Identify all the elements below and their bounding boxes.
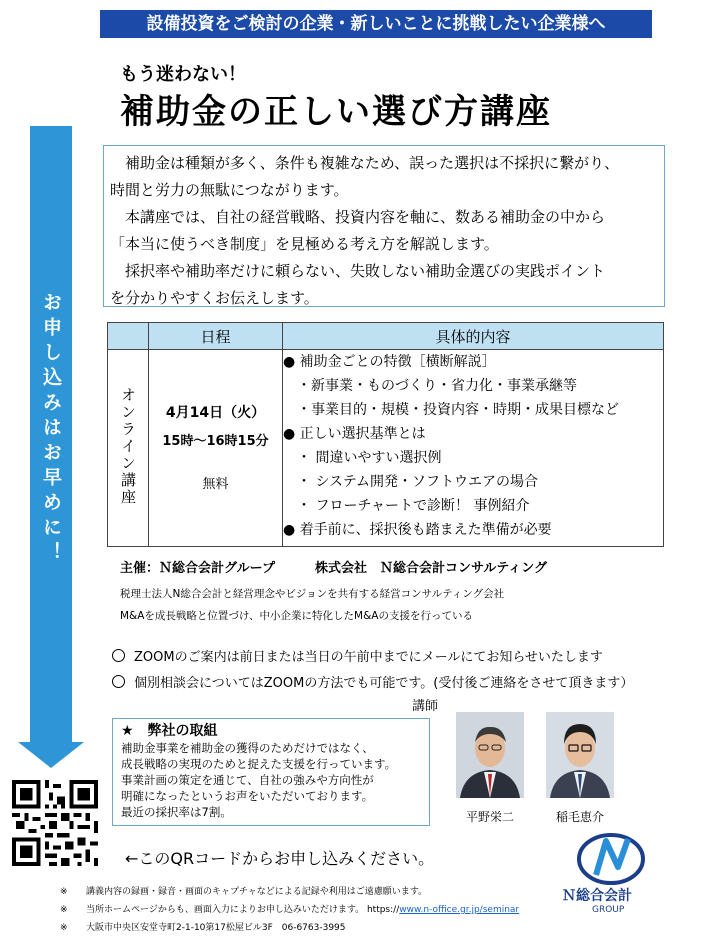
lecturer-name: 平野栄二 — [465, 810, 514, 824]
asterisk-icon: ※ — [60, 887, 68, 897]
category-cell — [108, 350, 149, 547]
intro-line: 補助金は種類が多く、条件も複雑なため、誤った選択は不採択に繋がり、 — [110, 154, 620, 172]
content-cell — [283, 350, 664, 547]
page-title: 補助金の正しい選び方講座 — [120, 92, 552, 132]
content-line: ・ システム開発・ソフトウエアの場合 — [283, 474, 539, 490]
content-line: ・新事業・ものづくり・省力化・事業承継等 — [283, 378, 577, 394]
intro-line: 本講座では、自社の経営戦略、投資内容を軸に、数ある補助金の中から — [110, 208, 606, 226]
organizer-label: 主催：Ｎ総合会計グループ — [120, 561, 275, 576]
n-logo-icon — [556, 829, 666, 885]
content-line: ・ 間違いやすい選択例 — [283, 450, 442, 466]
lecturer-photo — [546, 712, 614, 798]
content-line: ● 補助金ごとの特徴［横断解説］ — [283, 354, 496, 370]
header-date: 日程 — [149, 323, 283, 350]
intro-line: 「本当に使うべき制度」を見極める考え方を解説します。 — [110, 235, 499, 253]
intro-line: を分かりやすくお伝えします。 — [110, 289, 319, 307]
organizer-company: 株式会社 Ｎ総合会計コンサルティング — [314, 561, 548, 576]
asterisk-icon: ※ — [60, 905, 68, 915]
content-line: ・ フローチャートで診断！ 事例紹介 — [283, 498, 530, 514]
organizer-line — [120, 557, 587, 576]
schedule-table — [107, 322, 664, 547]
qr-code[interactable] — [12, 780, 98, 866]
table-row — [108, 350, 664, 547]
organizer-desc: 税理士法人N総合会計と経営理念やビジョンを共有する経営コンサルティング会社 — [120, 588, 505, 600]
notice-consultation — [112, 672, 633, 691]
efforts-line: 補助金事業を補助金の獲得のためだけではなく、 — [121, 741, 374, 755]
efforts-line: 明確になったというお声をいただいております。 — [121, 789, 374, 803]
footnote — [60, 884, 427, 897]
logo-subtext: GROUP — [592, 905, 625, 915]
arrow-head-icon — [18, 742, 84, 768]
organizer-desc: M&Aを成長戦略と位置づけ、中小企業に特化したM&Aの支援を行っている — [120, 610, 473, 621]
efforts-heading: ★ 弊社の取組 — [121, 723, 218, 739]
efforts-line: 事業計画の策定を通じて、自社の強みや方向性が — [121, 773, 374, 787]
footnote-address: 大阪市中央区安堂寺町2-1-10第17松屋ビル3F 06-6763-3995 — [86, 923, 346, 933]
notice-text: 個別相談会についてはZOOMの方法でも可能です。(受付後ご連絡をさせて頂きます） — [134, 676, 634, 691]
notice-zoom — [112, 646, 603, 665]
seminar-link[interactable]: www.n-office.gr.jp/seminar — [399, 905, 520, 915]
event-time: 15時～16時15分 — [162, 434, 269, 449]
apply-early-text: お申し込みはお早めに！ — [40, 292, 62, 567]
header-content: 具体的内容 — [283, 323, 664, 350]
circle-bullet-icon — [112, 675, 125, 688]
lecturer-name: 稲毛恵介 — [555, 810, 604, 824]
logo-text: Ｎ総合会計 — [562, 888, 632, 904]
event-date: 4月14日（火） — [165, 405, 266, 421]
qr-instruction: ←このQRコードからお申し込みください。 — [125, 849, 435, 868]
intro-line: 時間と労力の無駄につながります。 — [110, 181, 349, 199]
table-header-row — [108, 323, 664, 350]
intro-box — [103, 145, 665, 307]
footnote-text: 講義内容の録画・録音・画面のキャプチャなどによる記録や利用はご遠慮願います。 — [86, 887, 428, 897]
company-logo — [556, 829, 666, 929]
footnote — [60, 920, 346, 933]
efforts-line: 最近の採択率は7割。 — [121, 805, 232, 819]
asterisk-icon: ※ — [60, 923, 68, 933]
footnote — [60, 902, 556, 915]
efforts-line: 成長戦略の実現のためと捉えた支援を行っています。 — [121, 757, 397, 771]
lecturer-photo — [456, 712, 524, 798]
content-line: ● 正しい選択基準とは — [283, 426, 426, 442]
lecturer-label: 講師 — [412, 699, 439, 714]
content-line: ● 着手前に、採択後も踏まえた準備が必要 — [283, 522, 552, 538]
content-line: ・事業目的・規模・投資内容・時期・成果目標など — [283, 402, 619, 418]
notice-text: ZOOMのご案内は前日または当日の午前中までにメールにてお知らせいたします — [134, 650, 603, 665]
intro-line: 採択率や補助率だけに頼らない、失敗しない補助金選びの実践ポイント — [110, 262, 606, 280]
efforts-box — [112, 718, 430, 826]
header-empty — [108, 323, 149, 350]
category-label: オンライン講座 — [119, 386, 137, 506]
footnote-text: 当所ホームページからも、画面入力によりお申し込みいただけます。 https:// — [86, 905, 400, 915]
circle-bullet-icon — [112, 649, 125, 662]
event-fee: 無料 — [202, 477, 229, 492]
subtitle: もう迷わない！ — [120, 64, 246, 85]
top-banner: 設備投資をご検討の企業・新しいことに挑戦したい企業様へ — [100, 10, 652, 38]
date-cell — [149, 350, 283, 547]
